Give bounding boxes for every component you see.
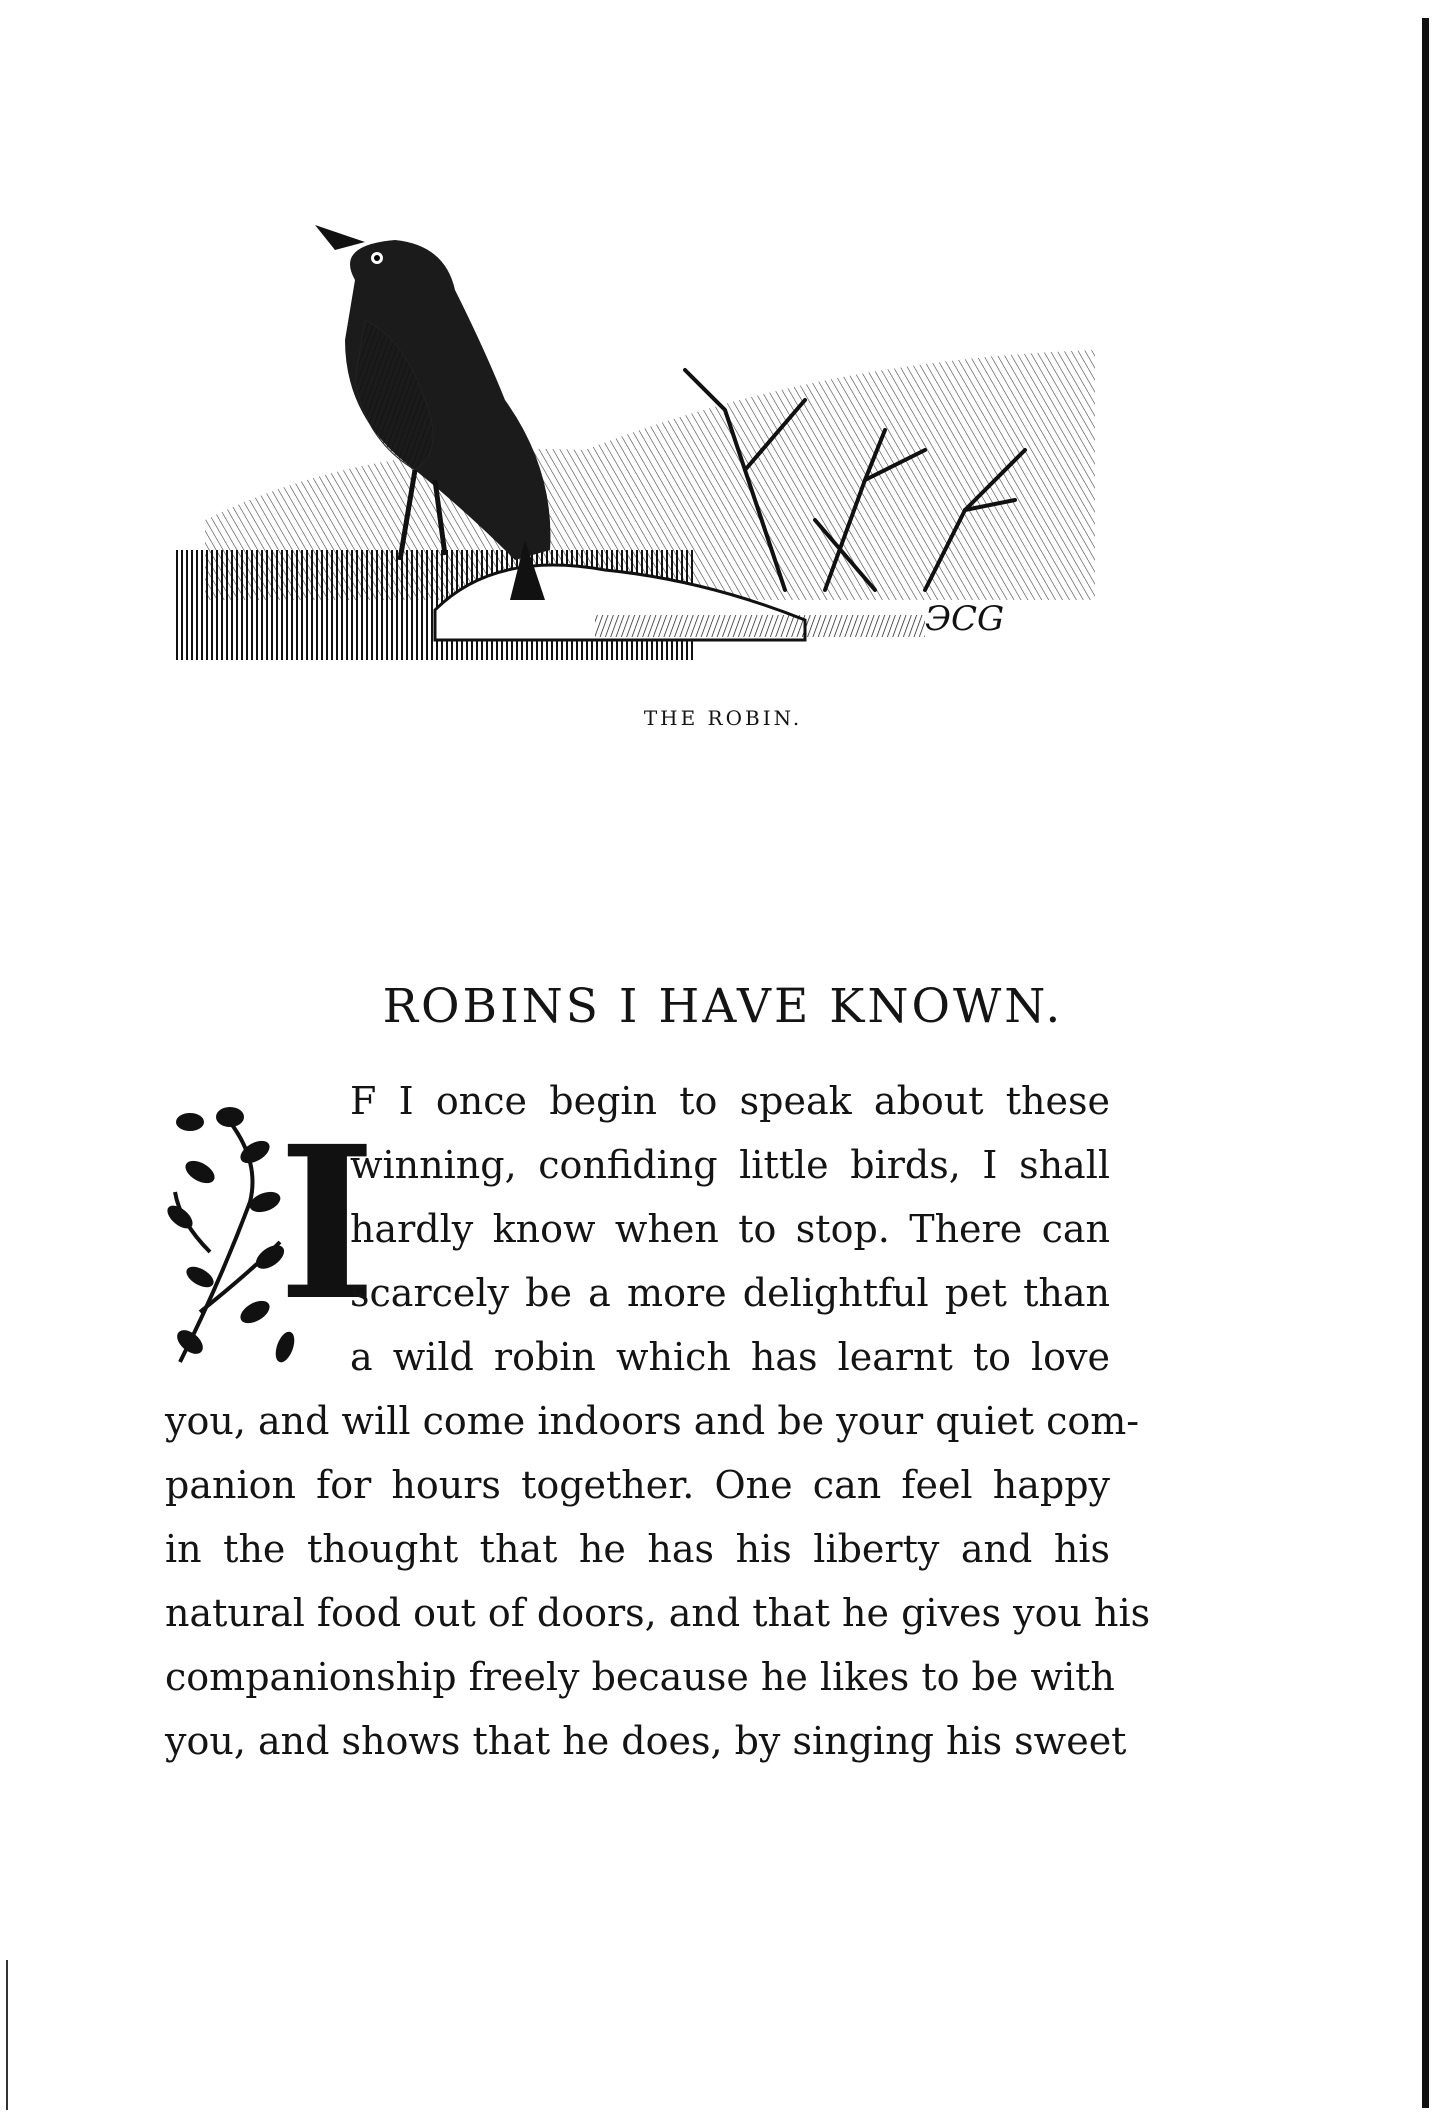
ground-band [595, 615, 925, 637]
text-line: you, and shows that he does, by singing his sweet [165, 1719, 1127, 1763]
text-line: natural food out of doors, and that he gives you his [165, 1591, 1151, 1635]
page-edge-mark [6, 1960, 8, 2110]
text-line: a wild robin which has learnt to love [350, 1335, 1110, 1379]
drop-cap-letter: I [278, 1100, 377, 1347]
text-line: winning, confiding little birds, I shall [350, 1143, 1110, 1187]
text-line: scarcely be a more delightful pet than [350, 1271, 1110, 1315]
robin-engraving [165, 150, 1100, 670]
chapter-title: ROBINS I HAVE KNOWN. [382, 979, 1064, 1035]
illustration-caption: THE ROBIN. [643, 706, 803, 730]
foliage-icon [175, 1122, 280, 1362]
text-line: F I once begin to speak about these [350, 1079, 1110, 1123]
artist-signature: ЭCG [925, 599, 1005, 639]
page-edge-shadow [1422, 18, 1429, 2108]
text-line: in the thought that he has his liberty and his [165, 1527, 1110, 1571]
drop-cap-ornament [160, 1082, 377, 1372]
text-line: hardly know when to stop. There can [350, 1207, 1110, 1251]
text-line: panion for hours together. One can feel happy [165, 1463, 1110, 1507]
text-line: you, and will come indoors and be your quiet com- [165, 1399, 1140, 1443]
text-line: companionship freely because he likes to be with [165, 1655, 1115, 1699]
